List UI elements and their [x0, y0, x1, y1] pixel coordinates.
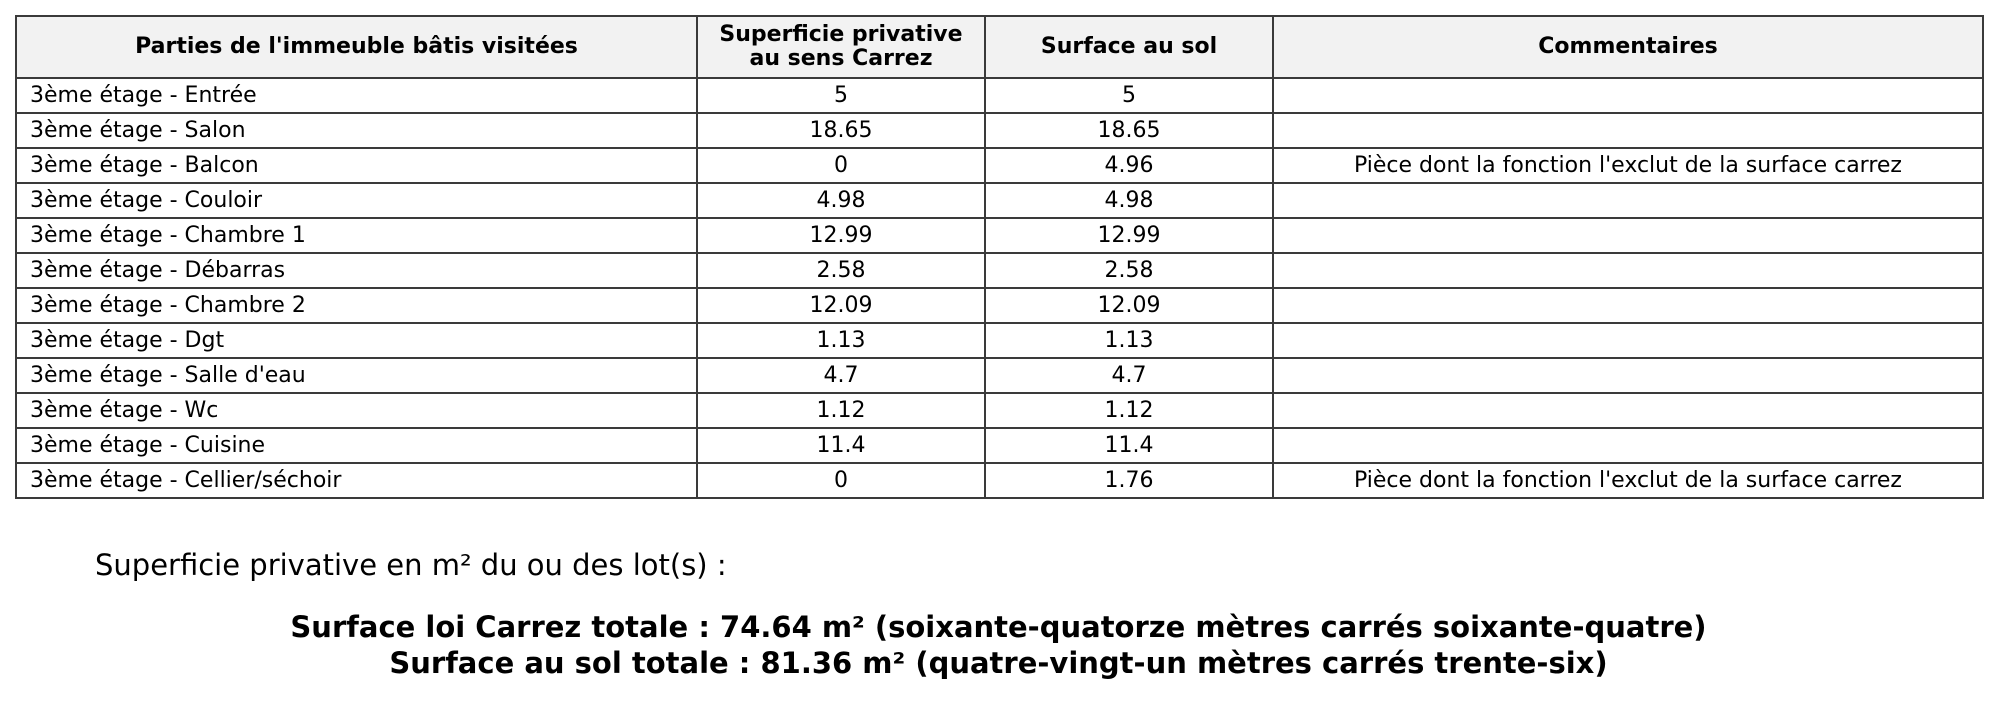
table-row: [16, 358, 1983, 393]
sol-cell: 1.13: [985, 323, 1273, 358]
header-superficie-line2: au sens Carrez: [749, 46, 933, 71]
comment-cell: [1273, 428, 1983, 463]
table-header-row: [16, 16, 1983, 78]
sol-total: Surface au sol totale : 81.36 m² (quatre-vingt-un mètres carrés trente-six): [389, 646, 1608, 680]
sol-cell: 4.7: [985, 358, 1273, 393]
comment-cell: [1273, 358, 1983, 393]
carrez-cell: 2.58: [697, 253, 985, 288]
table-row: [16, 428, 1983, 463]
comment-cell: [1273, 183, 1983, 218]
summary-label: Superficie privative en m² du ou des lot(s) :: [95, 548, 727, 582]
room-cell: 3ème étage - Dgt: [16, 323, 697, 358]
carrez-cell: 4.98: [697, 183, 985, 218]
sol-cell: 12.99: [985, 218, 1273, 253]
room-cell: 3ème étage - Salle d'eau: [16, 358, 697, 393]
comment-cell: [1273, 393, 1983, 428]
room-cell: 3ème étage - Entrée: [16, 78, 697, 113]
carrez-cell: 1.13: [697, 323, 985, 358]
sol-cell: 12.09: [985, 288, 1273, 323]
header-surface-sol: Surface au sol: [985, 16, 1273, 78]
table-row: [16, 253, 1983, 288]
comment-cell: Pièce dont la fonction l'exclut de la surface carrez: [1273, 463, 1983, 498]
sol-cell: 11.4: [985, 428, 1273, 463]
sol-cell: 1.12: [985, 393, 1273, 428]
room-cell: 3ème étage - Cuisine: [16, 428, 697, 463]
carrez-cell: 5: [697, 78, 985, 113]
room-cell: 3ème étage - Balcon: [16, 148, 697, 183]
sol-cell: 4.96: [985, 148, 1273, 183]
room-cell: 3ème étage - Cellier/séchoir: [16, 463, 697, 498]
carrez-cell: 12.99: [697, 218, 985, 253]
table-row: [16, 463, 1983, 498]
room-cell: 3ème étage - Couloir: [16, 183, 697, 218]
surface-table: [15, 15, 1984, 499]
carrez-cell: 4.7: [697, 358, 985, 393]
sol-cell: 18.65: [985, 113, 1273, 148]
header-commentaires: Commentaires: [1273, 16, 1983, 78]
room-cell: 3ème étage - Wc: [16, 393, 697, 428]
comment-cell: Pièce dont la fonction l'exclut de la surface carrez: [1273, 148, 1983, 183]
comment-cell: [1273, 323, 1983, 358]
sol-cell: 4.98: [985, 183, 1273, 218]
carrez-total: Surface loi Carrez totale : 74.64 m² (soixante-quatorze mètres carrés soixante-quatre): [290, 610, 1707, 644]
room-cell: 3ème étage - Chambre 2: [16, 288, 697, 323]
table-row: [16, 148, 1983, 183]
carrez-cell: 1.12: [697, 393, 985, 428]
table-row: [16, 218, 1983, 253]
table-row: [16, 113, 1983, 148]
sol-cell: 2.58: [985, 253, 1273, 288]
comment-cell: [1273, 113, 1983, 148]
header-superficie-line1: Superficie privative: [719, 22, 963, 47]
comment-cell: [1273, 78, 1983, 113]
comment-cell: [1273, 288, 1983, 323]
table-row: [16, 288, 1983, 323]
carrez-cell: 11.4: [697, 428, 985, 463]
table-row: [16, 78, 1983, 113]
table-row: [16, 393, 1983, 428]
totals-block: [0, 609, 1997, 681]
header-superficie-carrez: [697, 16, 985, 78]
room-cell: 3ème étage - Débarras: [16, 253, 697, 288]
room-cell: 3ème étage - Salon: [16, 113, 697, 148]
carrez-cell: 12.09: [697, 288, 985, 323]
sol-cell: 1.76: [985, 463, 1273, 498]
table-row: [16, 323, 1983, 358]
carrez-cell: 0: [697, 148, 985, 183]
carrez-cell: 18.65: [697, 113, 985, 148]
comment-cell: [1273, 218, 1983, 253]
sol-cell: 5: [985, 78, 1273, 113]
table-row: [16, 183, 1983, 218]
room-cell: 3ème étage - Chambre 1: [16, 218, 697, 253]
header-parties: Parties de l'immeuble bâtis visitées: [16, 16, 697, 78]
carrez-cell: 0: [697, 463, 985, 498]
comment-cell: [1273, 253, 1983, 288]
